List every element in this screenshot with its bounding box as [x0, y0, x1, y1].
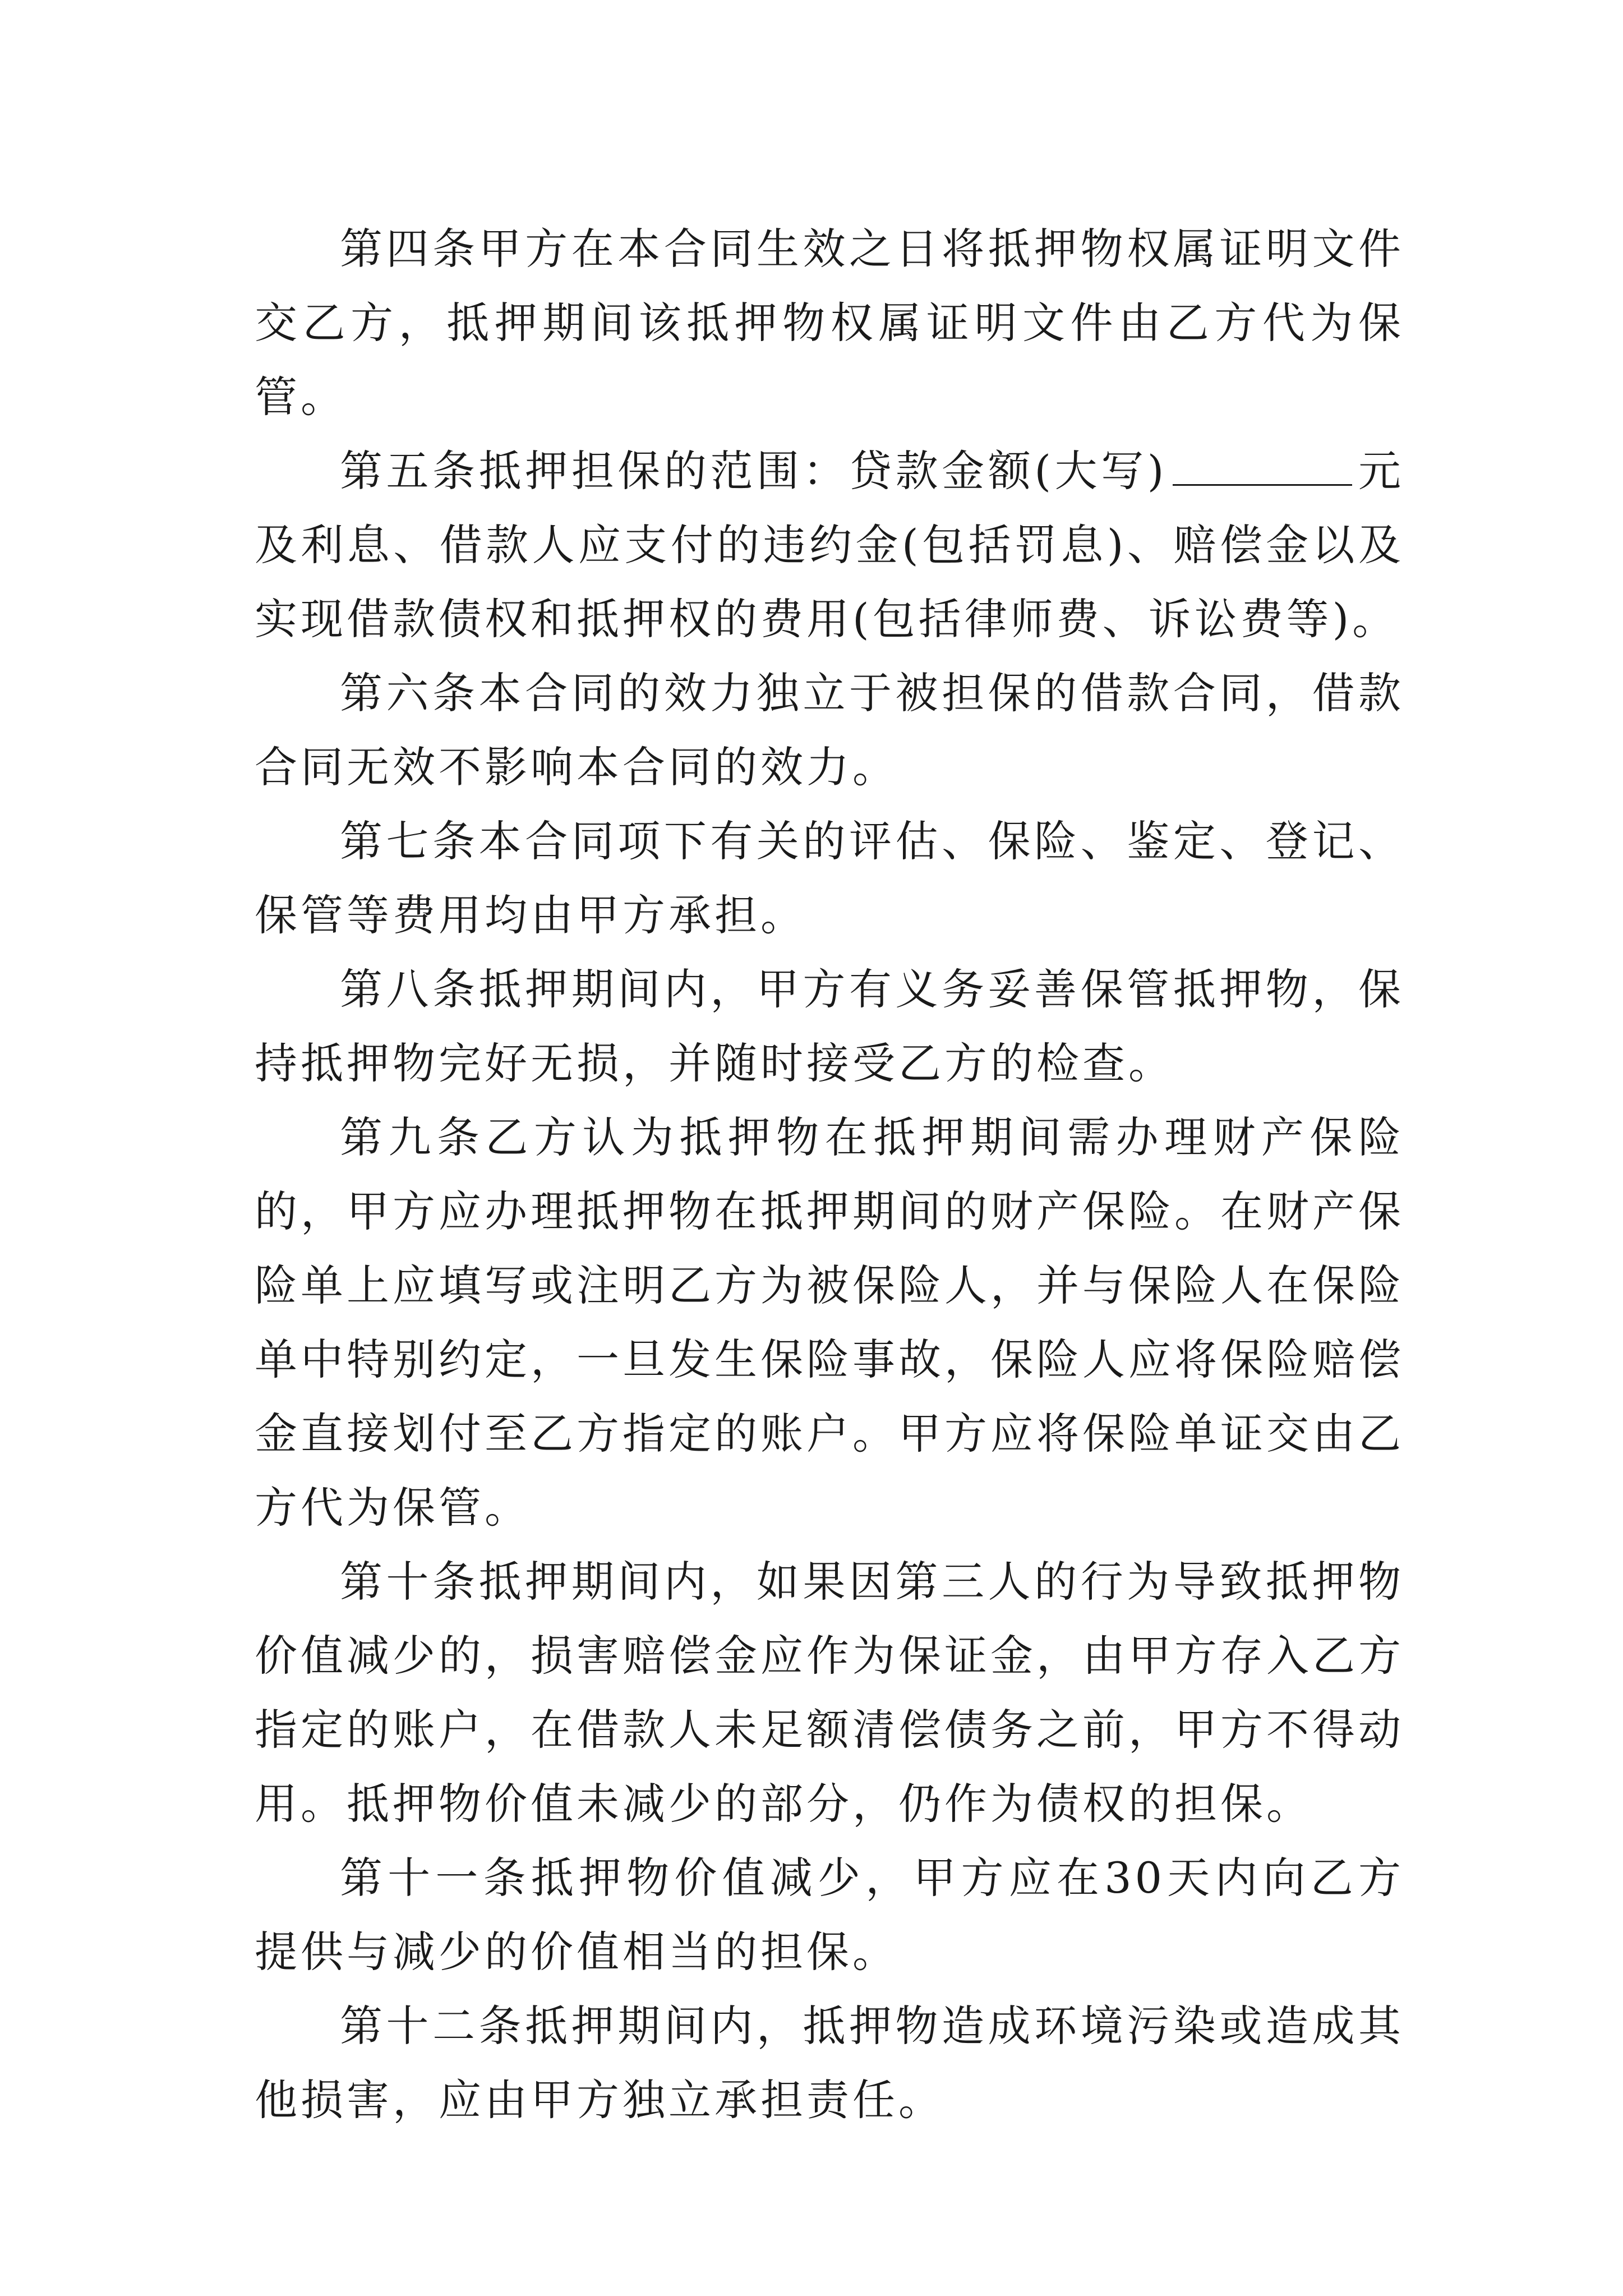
clause-5-text-before: 第五条抵押担保的范围：贷款金额(大写) [340, 446, 1168, 496]
clause-9: 第九条乙方认为抵押物在抵押期间需办理财产保险的，甲方应办理抵押物在抵押期间的财产保险。在财产保险单上应填写或注明乙方为被保险人，并与保险人在保险单中特别约定，一旦发生保险事故，保险人应将保险赔偿金直接划付至乙方指定的账户。甲方应将保险单证交由乙方代为保管。 [255, 1112, 1404, 1533]
clause-7: 第七条本合同项下有关的评估、保险、鉴定、登记、保管等费用均由甲方承担。 [255, 816, 1404, 940]
loan-amount-blank [1173, 449, 1352, 486]
clause-6: 第六条本合同的效力独立于被担保的借款合同，借款合同无效不影响本合同的效力。 [255, 668, 1404, 792]
clause-11: 第十一条抵押物价值减少，甲方应在30天内向乙方提供与减少的价值相当的担保。 [255, 1853, 1404, 1977]
clause-12: 第十二条抵押期间内，抵押物造成环境污染或造成其他损害，应由甲方独立承担责任。 [255, 2001, 1404, 2125]
clause-5-text-after: 元及利息、借款人应支付的违约金(包括罚息)、赔偿金以及实现借款债权和抵押权的费用(包括律师费、诉讼费等)。 [255, 446, 1404, 644]
contract-body [255, 212, 1404, 2137]
clause-10: 第十条抵押期间内，如果因第三人的行为导致抵押物价值减少的，损害赔偿金应作为保证金，由甲方存入乙方指定的账户，在借款人未足额清偿债务之前，甲方不得动用。抵押物价值未减少的部分，仍作为债权的担保。 [255, 1557, 1404, 1829]
clause-5 [255, 434, 1404, 656]
clause-8: 第八条抵押期间内，甲方有义务妥善保管抵押物，保持抵押物完好无损，并随时接受乙方的检查。 [255, 964, 1404, 1088]
clause-4: 第四条甲方在本合同生效之日将抵押物权属证明文件交乙方，抵押期间该抵押物权属证明文件由乙方代为保管。 [255, 224, 1404, 422]
